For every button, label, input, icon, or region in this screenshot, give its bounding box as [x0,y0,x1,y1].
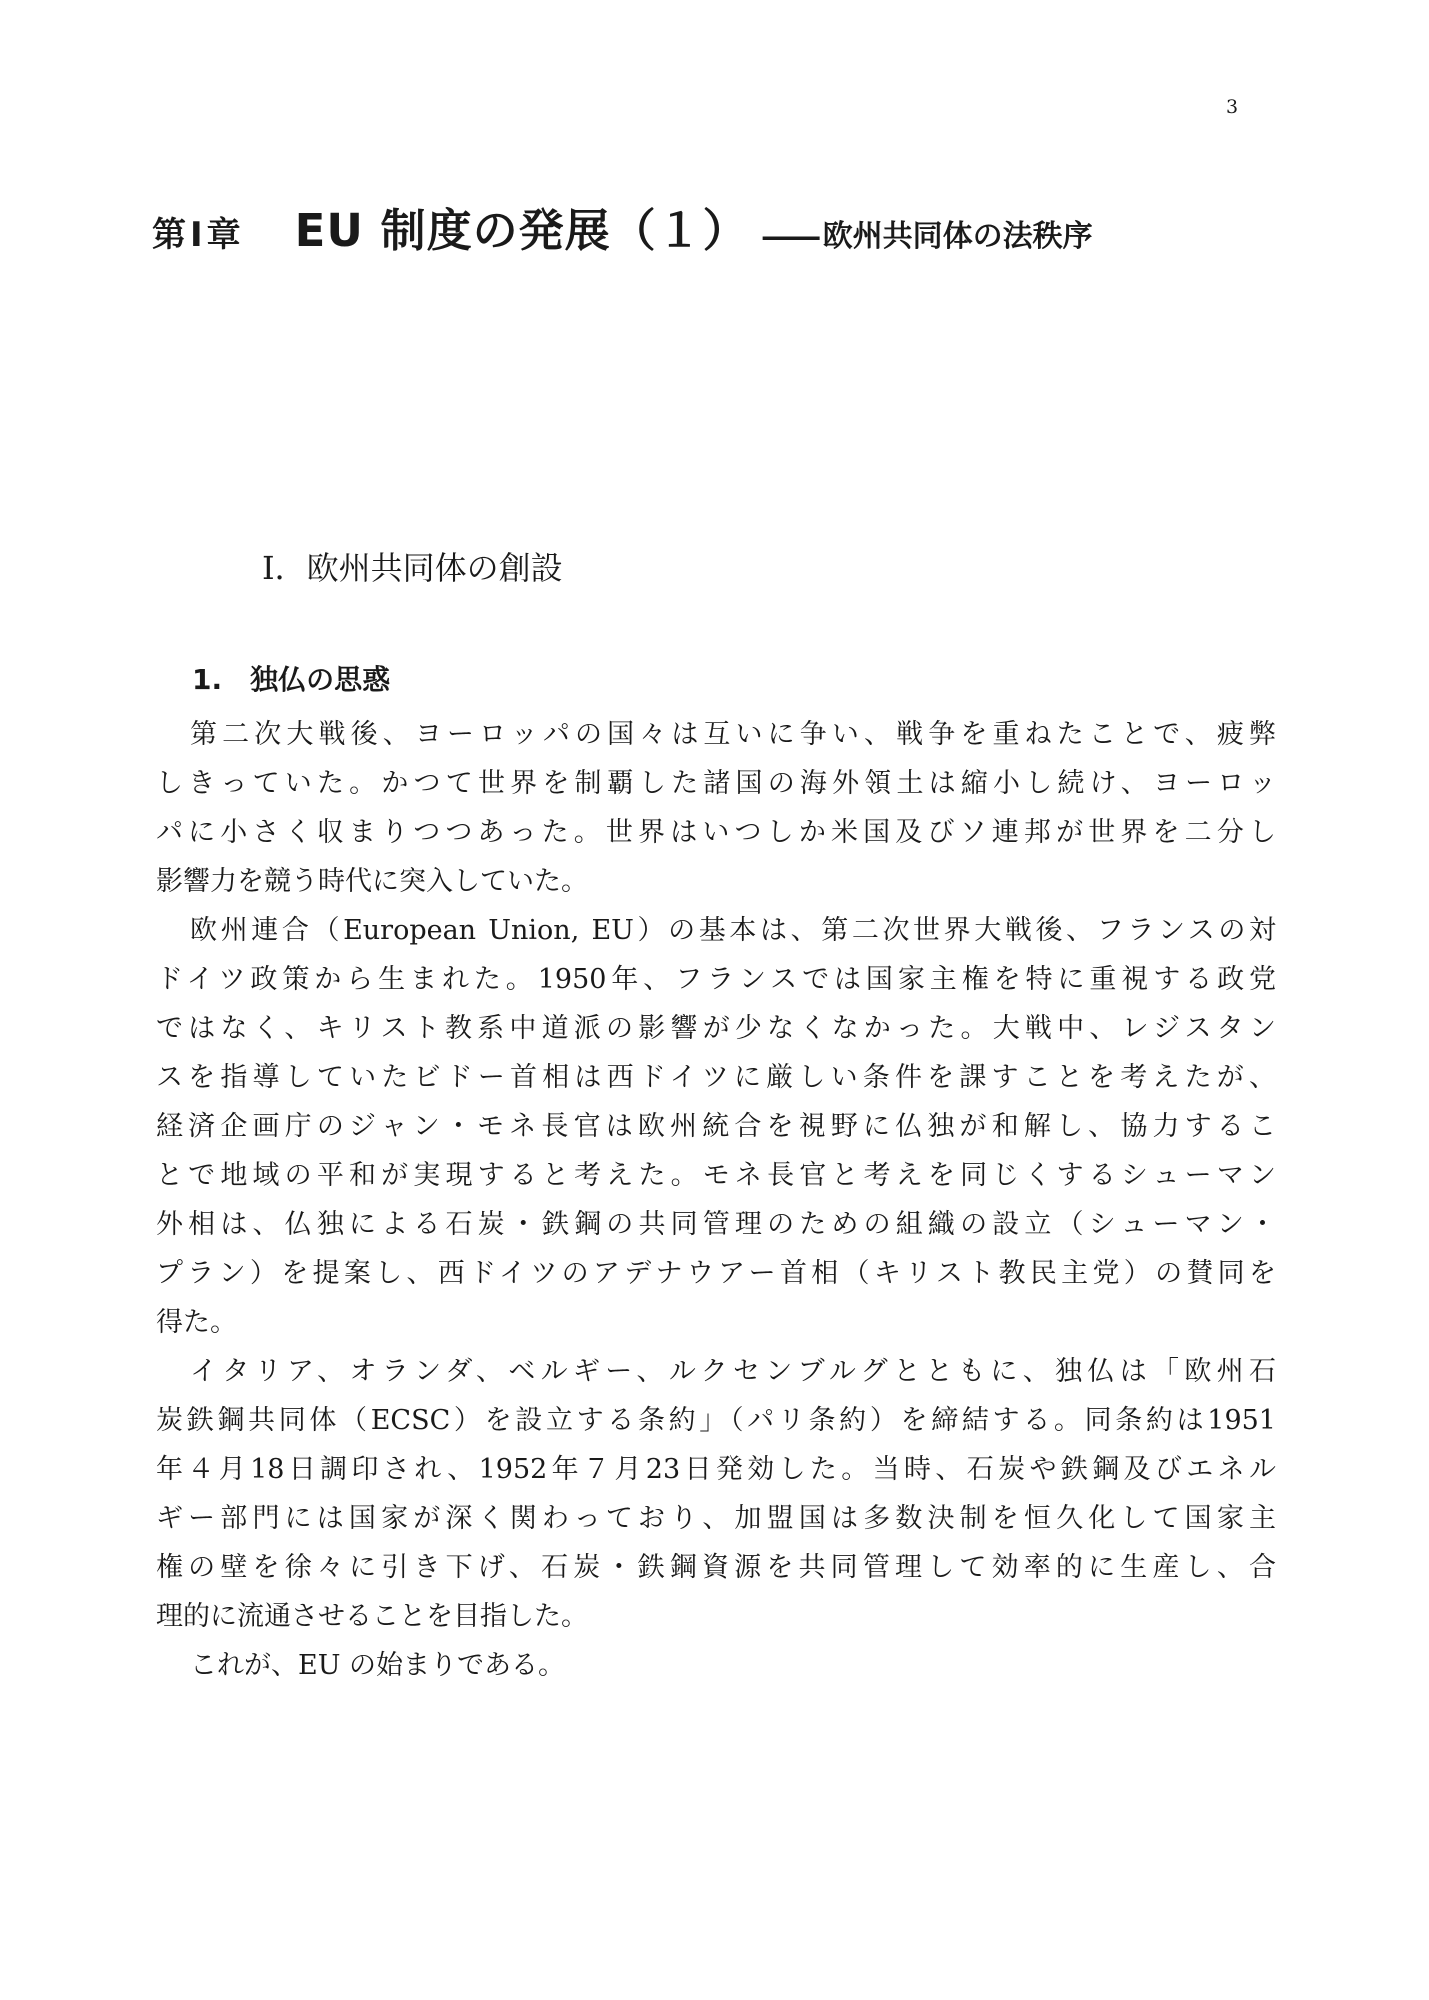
text-line: 影響力を競う時代に突入していた。 [156,866,588,897]
text-line: イタリア、オランダ、ベルギー、ルクセンブルグとともに、独仏は「欧州石 [190,1356,1276,1387]
text-line: しきっていた。かつて世界を制覇した諸国の海外領土は縮小し続け、ヨーロッ [156,768,1276,799]
text-line: 第二次大戦後、ヨーロッパの国々は互いに争い、戦争を重ねたことで、疲弊 [190,719,1276,750]
text-line: 外相は、仏独による石炭・鉄鋼の共同管理のための組織の設立（シューマン・ [156,1209,1276,1240]
text-line: 欧州連合（European Union, EU）の基本は、第二次世界大戦後、フランスの対 [190,915,1276,946]
text-line: 経済企画庁のジャン・モネ長官は欧州統合を視野に仏独が和解し、協力するこ [156,1111,1276,1142]
text-line: 得た。 [156,1307,237,1338]
paragraph-3 [156,1347,1276,1641]
text-line: とで地域の平和が実現すると考えた。モネ長官と考えを同じくするシューマン [156,1160,1276,1191]
text-line: これが、EU の始まりである。 [190,1650,566,1681]
chapter-dash: ―― [762,219,817,254]
text-line: 権の壁を徐々に引き下げ、石炭・鉄鋼資源を共同管理して効率的に生産し、合 [156,1552,1276,1583]
text-line: ギー部門には国家が深く関わっており、加盟国は多数決制を恒久化して国家主 [156,1503,1276,1534]
chapter-title [152,194,1292,259]
text-line: スを指導していたビドー首相は西ドイツに厳しい条件を課すことを考えたが、 [156,1062,1276,1093]
paragraph-2 [156,906,1276,1347]
text-line: パに小さく収まりつつあった。世界はいつしか米国及びソ連邦が世界を二分し [156,817,1276,848]
section-heading: Ⅰ．欧州共同体の創設 [262,549,563,587]
text-line: 炭鉄鋼共同体（ECSC）を設立する条約」（パリ条約）を締結する。同条約は1951 [156,1405,1276,1436]
text-line: ドイツ政策から生まれた。1950年、フランスでは国家主権を特に重視する政党 [156,964,1276,995]
text-line: ではなく、キリスト教系中道派の影響が少なくなかった。大戦中、レジスタン [156,1013,1276,1044]
paragraph-1 [156,710,1276,906]
subsection-heading: 1. 独仏の思惑 [192,663,391,696]
page-number: 3 [1226,96,1239,118]
chapter-label: 第Ⅰ章 [152,215,245,255]
text-line: 年４月18日調印され、1952年７月23日発効した。当時、石炭や鉄鋼及びエネル [156,1454,1276,1485]
text-line: プラン）を提案し、西ドイツのアデナウアー首相（キリスト教民主党）の賛同を [156,1258,1276,1289]
chapter-subtitle: 欧州共同体の法秩序 [822,219,1093,254]
chapter-main-title: EU 制度の発展（１） [294,204,749,257]
text-line: 理的に流通させることを目指した。 [156,1601,588,1632]
paragraph-4 [156,1641,1276,1690]
